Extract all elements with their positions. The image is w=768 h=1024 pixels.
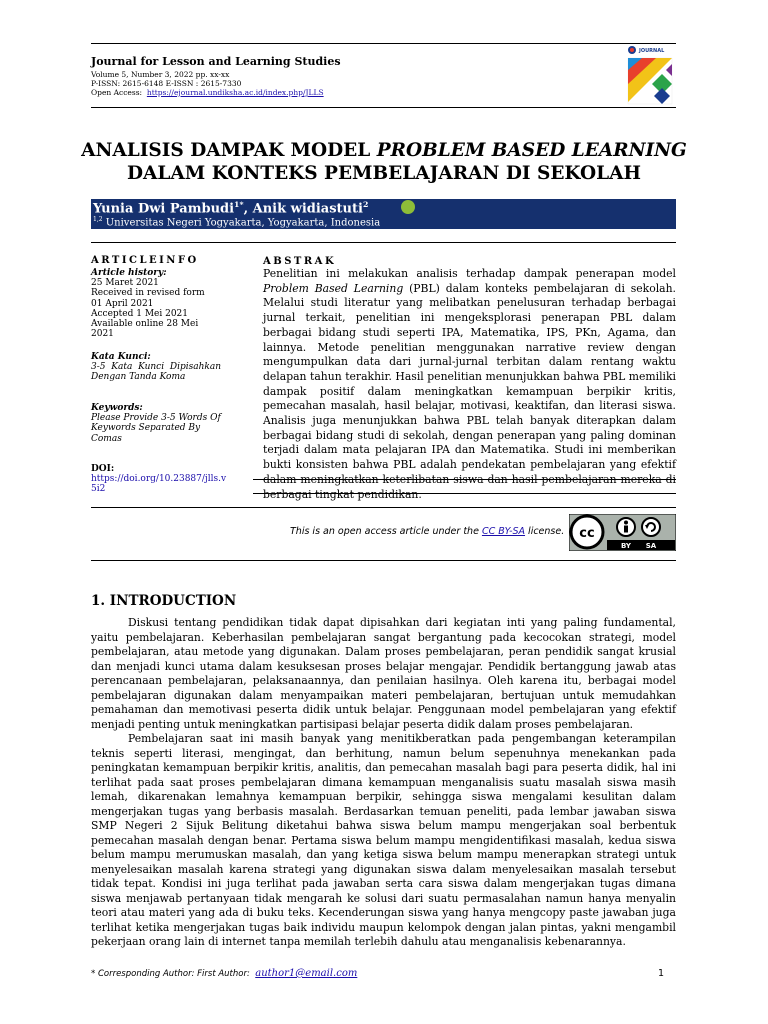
introduction-heading: 1. INTRODUCTION	[91, 593, 237, 609]
license-statement	[290, 526, 564, 537]
kata-kunci-label: Kata Kunci:	[91, 352, 151, 362]
journal-volume: Volume 5, Number 3, 2022 pp. xx-xx	[91, 70, 230, 79]
badge-by-label: BY	[620, 542, 632, 550]
license-pre: This is an open access article under the	[290, 526, 482, 537]
article-history-label: Article history:	[91, 268, 167, 278]
introduction-body	[91, 616, 676, 950]
keywords-label: Keywords:	[91, 403, 143, 413]
doi-label: DOI:	[91, 464, 115, 474]
affiliation-text: Universitas Negeri Yogyakarta, Yogyakarta, Indonesia	[102, 217, 381, 229]
open-access-line	[91, 88, 324, 97]
page-number: 1	[658, 968, 665, 979]
author-separator: ,	[243, 201, 253, 217]
doi-link-line2[interactable]: 5i2	[91, 484, 106, 495]
open-access-label: Open Access:	[91, 88, 143, 97]
journal-title: Journal for Lesson and Learning Studies	[91, 55, 341, 68]
kata-kunci-block	[91, 352, 221, 383]
keywords-block	[91, 403, 221, 444]
history-item: 01 April 2021	[91, 298, 154, 309]
article-info-heading: ARTICLEINFO	[91, 255, 199, 266]
abstract-heading: ABSTRAK	[263, 256, 337, 267]
cc-by-sa-badge[interactable]	[569, 514, 676, 551]
author-bottom-rule	[91, 242, 676, 243]
license-bottom-rule	[91, 560, 676, 561]
license-link[interactable]: CC BY-SA	[481, 526, 526, 537]
intro-paragraph-2: Pembelajaran saat ini masih banyak yang menitikberatkan pada pengembangan keterampilan teknis seperti literasi, mengingat, dan berhitung, namun belum sepenuhnya menekankan pada peningkatan kemampuan berpikir kritis, analitis, dan pemecahan masalah bagi para peserta didik, hal ini terlihat pada saat proses pembelajaran dimana kemampuan menganalisis suatu masalah siswa masih lemah, dikarenakan lemahnya kemampuan berpikir, sehingga siswa mengalami kesulitan dalam mengerjakan tugas yang berbasis masalah. Berdasarkan temuan peneliti, pada lembar jawaban siswa SMP Negeri 2 Sijuk Belitung diketahui bahwa siswa belum mampu mengerjakan soal berbentuk pemecahan masalah dengan benar. Pertama siswa belum mampu mengidentifikasi masalah, kedua siswa belum mampu merumuskan masalah, dan yang ketiga siswa belum mampu menerapkan strategi untuk menyelesaikan masalah karena strategi yang digunakan siswa dalam menyelesaikan masalah tersebut tidak tepat. Kondisi ini juga terlihat pada jawaban serta cara siswa dalam mengerjakan tugas dimana siswa menjawab pertanyaan tidak mengarah ke solusi dari suatu permasalahan namun hanya menyalin teori atau materi yang ada di buku teks. Kecenderungan siswa yang hanya mengcopy paste jawaban juga terlihat ketika mengerjakan tugas baik individu maupun kelompok dengan jalan pintas, yakni mengambil pekerjaan orang lain di internet tanpa memilah terlebih dahulu atau menganalisis kebenarannya.	[91, 732, 676, 948]
author-2: Anik widiastuti	[252, 201, 363, 217]
affiliation-sup: 1,2	[93, 216, 103, 223]
author-2-sup: 2	[362, 200, 369, 209]
doi-block	[91, 464, 227, 495]
abstract-italic: Problem Based Learning	[263, 281, 404, 295]
paper-title-line1	[60, 139, 708, 163]
abstract-part1: Penelitian ini melakukan analisis terhadap dampak penerapan model	[263, 267, 676, 280]
logo-text: JOURNAL	[639, 48, 665, 54]
abstract-part2: (PBL) dalam konteks pembelajaran di sekolah. Melalui studi literatur yang melibatkan penelusuran terhadap berbagai jurnal terkait, penelitian ini mengeksplorasi penerapan PBL dalam berbagai bidang studi seperti IPA, Matematika, IPS, PKn, Agama, dan lainnya. Metode penelitian menggunakan narrative review dengan mengumpulkan data dari jurnal-jurnal terbitan dalam rentang waktu delapan tahun terakhir. Hasil penelitian menunjukkan bahwa PBL memiliki dampak positif dalam meningkatkan kemampuan berpikir kritis, pemecahan masalah, hasil belajar, motivasi, keaktifan, dan literasi siswa. Analisis juga menunjukkan bahwa PBL telah banyak diterapkan dalam berbagai bidang studi di sekolah, dengan penerapan yang paling dominan terjadi dalam mata pelajaran IPA dan Matematika. Studi ini memberikan bukti konsisten bahwa PBL adalah pendekatan pembelajaran yang efektif dalam meningkatkan keterlibatan siswa dan hasil pembelajaran mereka di berbagai tingkat pendidikan.	[263, 281, 676, 501]
history-item: Available online 28 Mei 2021	[91, 319, 199, 340]
doi-link-line1[interactable]: https://doi.org/10.23887/jlls.v	[91, 474, 227, 485]
journal-logo	[622, 44, 676, 106]
open-access-link[interactable]: https://ejournal.undiksha.ac.id/index.php/JLLS	[146, 88, 324, 97]
footer-email-link[interactable]: author1@email.com	[255, 968, 358, 979]
history-item: Received in revised form	[91, 288, 205, 299]
cursor-highlight-dot	[401, 200, 415, 214]
author-1-sup: 1*	[234, 200, 244, 209]
header-top-rule	[91, 43, 676, 44]
intro-paragraph-1: Diskusi tentang pendidikan tidak dapat dipisahkan dari kegiatan inti yang paling fundamental, yaitu pembelajaran. Keberhasilan pembelajaran sangat bergantung pada kecocokan strategi, model pembelajaran, atau metode yang digunakan. Dalam proses pembelajaran, peran pendidik sangat krusial dan menjadi kunci utama dalam kesuksesan proses belajar mengajar. Pendidik bertanggung jawab atas perencanaan pembelajaran, pelaksanaannya, dan penilaian hasilnya. Oleh karena itu, berbagai model pembelajaran digunakan dalam menyampaikan materi pembelajaran, bertujuan untuk memudahkan pemahaman dan memotivasi peserta didik untuk belajar. Penggunaan model pembelajaran yang efektif menjadi penting untuk meningkatkan partisipasi belajar peserta didik dalam proses pembelajaran.	[91, 616, 676, 731]
footer-corresponding-label: * Corresponding Author: First Author:	[91, 969, 250, 979]
history-item: Accepted 1 Mei 2021	[91, 308, 189, 319]
kata-kunci-text: 3-5 Kata Kunci Dipisahkan Dengan Tanda Koma	[91, 362, 221, 383]
abstract-rule-2	[253, 493, 676, 494]
svg-text:cc: cc	[579, 526, 595, 541]
footer-corresponding	[91, 968, 357, 979]
journal-issn: P-ISSN: 2615-6148 E-ISSN : 2615-7330	[91, 79, 242, 88]
license-post: license.	[525, 526, 565, 537]
article-history	[91, 268, 221, 339]
sa-share-icon	[642, 518, 660, 536]
header-bottom-rule	[91, 107, 676, 108]
paper-title-italic: PROBLEM BASED LEARNING	[376, 140, 687, 161]
abstract-rule-1	[253, 479, 676, 480]
paper-title-pre: ANALISIS DAMPAK MODEL	[81, 140, 377, 161]
history-item: 25 Maret 2021	[91, 278, 159, 289]
keywords-text: Please Provide 3-5 Words Of Keywords Separated By Comas	[91, 413, 221, 444]
author-affiliation	[93, 216, 380, 228]
license-top-rule	[91, 507, 676, 508]
paper-title-line2: DALAM KONTEKS PEMBELAJARAN DI SEKOLAH	[127, 163, 641, 184]
author-bar	[91, 199, 676, 229]
badge-sa-label: SA	[645, 542, 657, 550]
abstract-text	[263, 267, 676, 502]
author-names	[93, 200, 368, 216]
author-1: Yunia Dwi Pambudi	[93, 201, 235, 217]
